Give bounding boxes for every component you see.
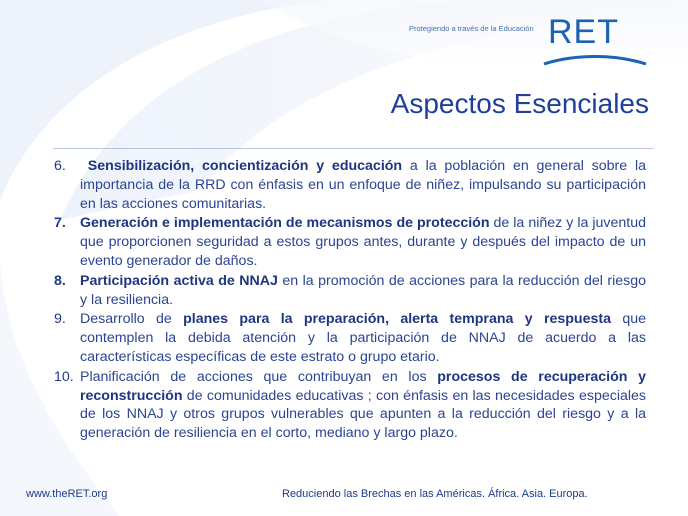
item-text [80, 272, 646, 310]
item-bold-mid: planes para la preparación, alerta temprana y respuesta [183, 311, 611, 328]
item-text-after: de la niñez y la juventud que proporcionen seguridad a estos grupos antes, durante y después del impacto de un evento generador de daños. [80, 215, 646, 269]
list-item [54, 157, 646, 213]
list-item [54, 368, 646, 443]
essentials-list [54, 157, 646, 444]
list-item [54, 310, 646, 366]
footer-tagline: Reduciendo las Brechas en las Américas. África. Asia. Europa. [282, 488, 588, 500]
footer-url: www.theRET.org [26, 488, 108, 500]
item-text-after: de comunidades educativas ; con énfasis en las necesidades especiales de los NNAJ y otros grupos vulnerables que apunten a la reducción del riesgo y a la generación de resiliencia en el corto, mediano y largo plazo. [80, 387, 646, 442]
title-divider [53, 148, 653, 149]
item-number: 8. [54, 272, 66, 289]
ret-logo [540, 12, 650, 70]
item-text [80, 368, 646, 443]
item-text [80, 214, 646, 270]
item-text [80, 310, 646, 366]
item-text-before: Desarrollo de [80, 311, 184, 328]
list-item [54, 214, 646, 270]
item-text-after: que contemplen la debida atención y la participación de NNAJ de acuerdo a las características específicas de este estrato o grupo etario. [80, 311, 646, 365]
item-bold-lead: Generación e implementación de mecanismos de protección [80, 215, 490, 232]
item-number: 6. [54, 158, 66, 174]
item-number: 9. [54, 311, 66, 328]
page-title: Aspectos Esenciales [390, 88, 649, 119]
logo-arc-icon [540, 48, 650, 70]
item-bold-lead: Sensibilización, concientización y educación [87, 158, 403, 174]
item-number: 7. [54, 215, 66, 232]
item-text [80, 157, 646, 213]
item-text-after: en la promoción de acciones para la reducción del riesgo y la resiliencia. [80, 272, 646, 308]
item-bold-lead: Participación activa de NNAJ [80, 272, 278, 289]
item-bold-mid: procesos de recuperación y reconstrucción [80, 368, 646, 404]
logo-text: RET [548, 13, 619, 51]
item-text-after: a la población en general sobre la importancia de la RRD con énfasis en un enfoque de niñez, impulsando su participación en las acciones comunitarias. [80, 158, 646, 212]
item-number: 10. [54, 368, 74, 385]
header-tagline: Protegiendo a través de la Educación [409, 24, 534, 33]
list-item [54, 272, 646, 310]
item-text-before: Planificación de acciones que contribuyan en los [80, 368, 438, 385]
